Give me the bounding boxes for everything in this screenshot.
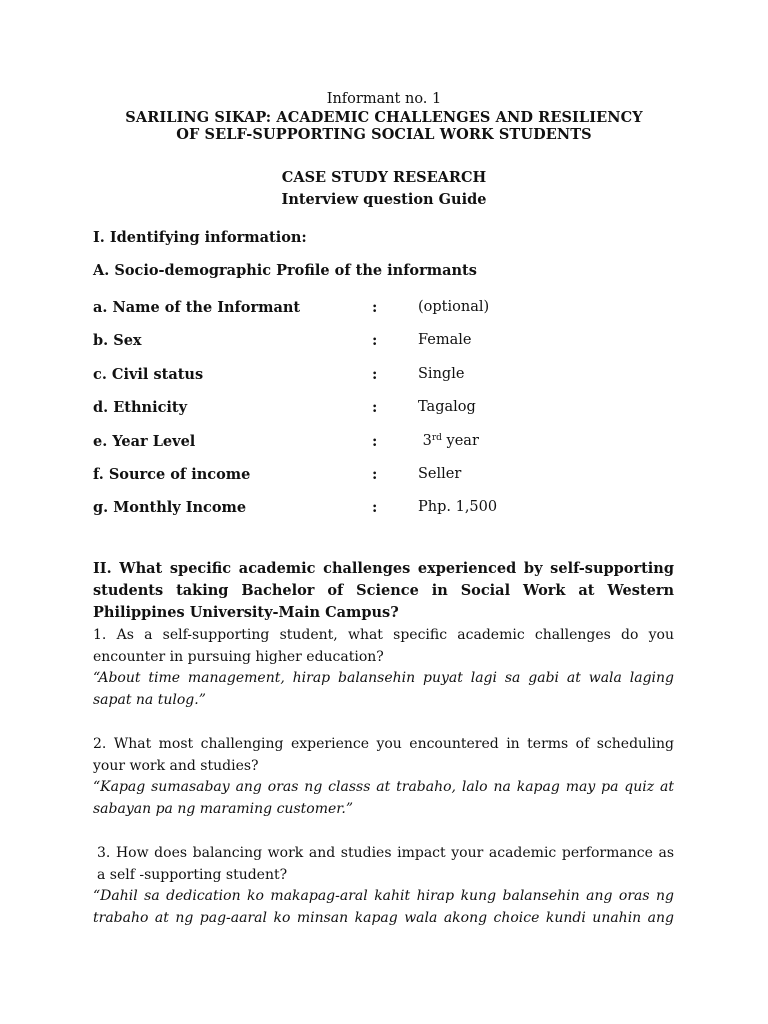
profile-label: f. Source of income — [93, 465, 251, 483]
profile-value: Tagalog — [418, 399, 476, 416]
question-block-2 — [93, 734, 674, 820]
profile-row-name — [93, 299, 683, 332]
answer-text: “Kapag sumasabay ang oras ng classs at trabaho, lalo na kapag may pa quiz at sabayan pa ng maraming customer.” — [93, 779, 674, 817]
profile-list — [93, 299, 683, 533]
study-title-line-2: OF SELF-SUPPORTING SOCIAL WORK STUDENTS — [176, 126, 592, 143]
subsection-socio-demographic-profile: A. Socio-demographic Profile of the informants — [93, 262, 477, 279]
profile-label: b. Sex — [93, 332, 142, 350]
guide-heading: Interview question Guide — [281, 191, 487, 208]
section-identifying-information: I. Identifying information: — [93, 229, 307, 246]
year-word: year — [441, 432, 479, 449]
research-type-heading: CASE STUDY RESEARCH — [281, 169, 487, 186]
profile-label: c. Civil status — [93, 365, 204, 383]
profile-row-sex — [93, 332, 683, 365]
profile-row-source-of-income — [93, 466, 683, 499]
profile-colon: : — [372, 365, 378, 383]
answer-text: “About time management, hirap balansehin puyat lagi sa gabi at wala laging sapat na tulog.” — [93, 670, 674, 708]
informant-number: Informant no. 1 — [326, 91, 442, 107]
question-text: 3. How does balancing work and studies impact your academic performance as a self -supporting student? — [97, 845, 674, 883]
profile-colon: : — [372, 299, 378, 316]
profile-colon: : — [372, 465, 378, 483]
study-title-line-1: SARILING SIKAP: ACADEMIC CHALLENGES AND RESILIENCY — [125, 109, 643, 126]
profile-label: a. Name of the Informant — [93, 299, 301, 316]
profile-colon: : — [372, 432, 378, 450]
profile-label: e. Year Level — [93, 432, 196, 450]
profile-label: d. Ethnicity — [93, 399, 188, 417]
profile-row-ethnicity — [93, 399, 683, 432]
profile-row-year-level — [93, 433, 683, 466]
year-number: 3 — [422, 432, 432, 449]
profile-label: g. Monthly Income — [93, 499, 247, 517]
question-block-3 — [93, 843, 674, 929]
profile-colon: : — [372, 399, 378, 417]
answer-text: “Dahil sa dedication ko makapag-aral kahit hirap kung balansehin ang oras ng trabaho at ng pag-aaral ko minsan kapag wala akong choice kundi unahin ang — [93, 888, 674, 926]
profile-value — [418, 433, 479, 449]
profile-colon: : — [372, 332, 378, 350]
profile-row-monthly-income — [93, 499, 683, 532]
profile-value: Php. 1,500 — [418, 499, 498, 516]
question-text: 2. What most challenging experience you encountered in terms of scheduling your work and studies? — [93, 736, 674, 774]
section-academic-challenges-heading: II. What specific academic challenges experienced by self-supporting students taking Bachelor of Science in Social Work at Western Philippines University-Main Campus? — [93, 560, 674, 621]
profile-value: Single — [418, 365, 465, 382]
profile-value: Seller — [418, 465, 462, 482]
profile-colon: : — [372, 499, 378, 517]
profile-value: Female — [418, 332, 472, 349]
profile-row-civil-status — [93, 366, 683, 399]
profile-value: (optional) — [418, 299, 490, 315]
question-block-1 — [93, 625, 674, 711]
question-text: 1. As a self-supporting student, what specific academic challenges do you encounter in pursuing higher education? — [93, 627, 674, 665]
year-ordinal-suffix: rd — [431, 432, 442, 443]
